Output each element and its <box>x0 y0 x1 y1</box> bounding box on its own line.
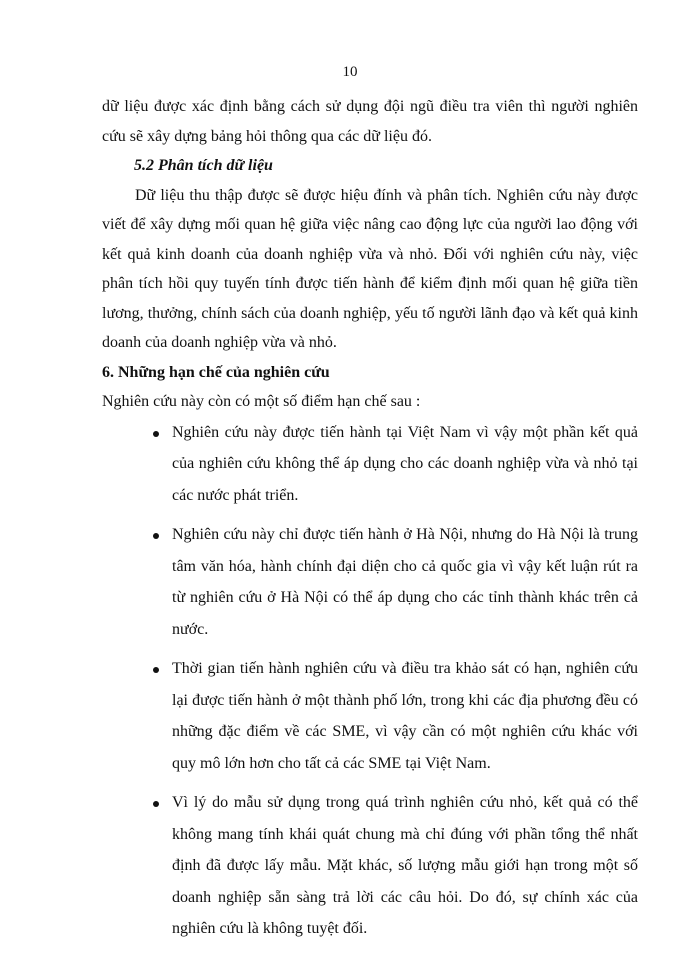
data-analysis-paragraph: Dữ liệu thu thập được sẽ được hiệu đính và phân tích. Nghiên cứu này được viết để xây dựng mối quan hệ giữa việc nâng cao động lực của người lao động với kết quả kinh doanh của doanh nghiệp vừa và nhỏ. Đối với nghiên cứu này, việc phân tích hồi quy tuyến tính được tiến hành để kiểm định mối quan hệ giữa tiền lương, thưởng, chính sách của doanh nghiệp, yếu tố người lãnh đạo và kết quả kinh doanh của doanh nghiệp vừa và nhỏ. <box>102 186 638 351</box>
limitations-list <box>102 417 638 945</box>
list-item <box>102 787 638 945</box>
section-6-heading: 6. Những hạn chế của nghiên cứu <box>102 363 330 381</box>
continuation-paragraph: dữ liệu được xác định bằng cách sử dụng đội ngũ điều tra viên thì người nghiên cứu sẽ xây dựng bảng hỏi thông qua các dữ liệu đó. <box>102 98 638 145</box>
bullet-icon <box>153 431 159 437</box>
section-5-2-heading: 5.2 Phân tích dữ liệu <box>134 157 273 174</box>
list-item <box>102 519 638 645</box>
bullet-icon <box>153 801 159 807</box>
bullet-icon <box>153 533 159 539</box>
page-number: 10 <box>342 64 358 80</box>
list-item <box>102 417 638 512</box>
list-item-text: Thời gian tiến hành nghiên cứu và điều tra khảo sát có hạn, nghiên cứu lại được tiến hành ở một thành phố lớn, trong khi các địa phương đều có những đặc điểm về các SME, vì vậy cần có một nghiên cứu khác với quy mô lớn hơn cho tất cả các SME tại Việt Nam. <box>172 660 638 772</box>
list-item <box>102 653 638 779</box>
list-item-text: Vì lý do mẫu sử dụng trong quá trình nghiên cứu nhỏ, kết quả có thể không mang tính khái quát chung mà chỉ đúng với phần tổng thể nhất định đã được lấy mẫu. Mặt khác, số lượng mẫu giới hạn trong một số doanh nghiệp sẵn sàng trả lời các câu hỏi. Do đó, sự chính xác của nghiên cứu là không tuyệt đối. <box>172 794 638 937</box>
limitations-intro: Nghiên cứu này còn có một số điểm hạn chế sau : <box>102 393 421 410</box>
document-body <box>102 92 638 953</box>
list-item-text: Nghiên cứu này được tiến hành tại Việt Nam vì vậy một phần kết quả của nghiên cứu không thể áp dụng cho các doanh nghiệp vừa và nhỏ tại các nước phát triển. <box>172 423 638 504</box>
bullet-icon <box>153 667 159 673</box>
list-item-text: Nghiên cứu này chỉ được tiến hành ở Hà Nội, nhưng do Hà Nội là trung tâm văn hóa, hành chính đại diện cho cả quốc gia vì vậy kết luận rút ra từ nghiên cứu ở Hà Nội có thể áp dụng cho các tỉnh thành khác trên cả nước. <box>172 526 638 638</box>
